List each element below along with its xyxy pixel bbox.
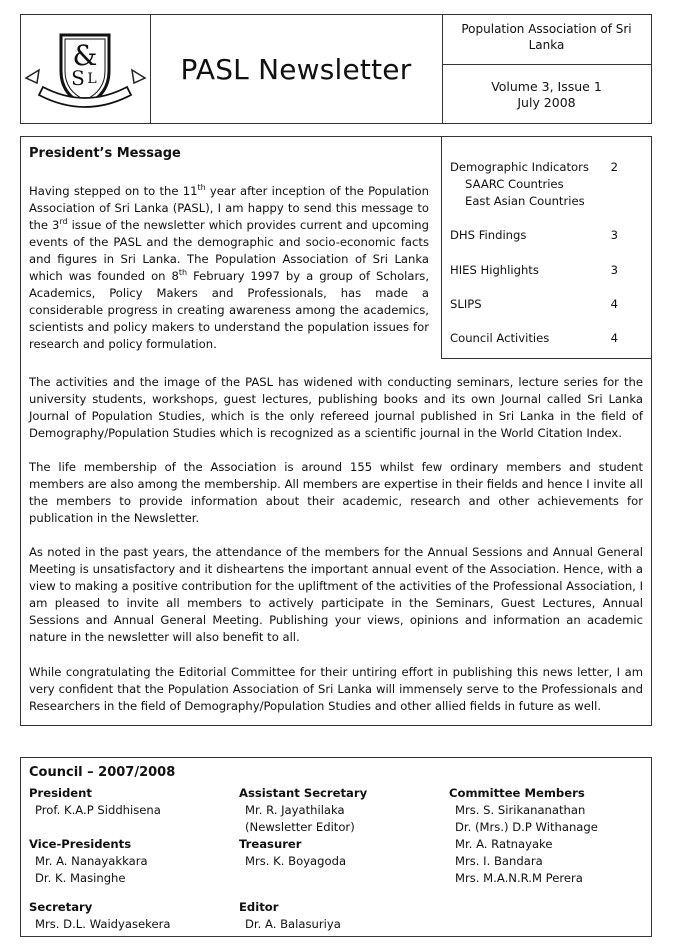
issue-volume: Volume 3, Issue 1 — [491, 79, 602, 94]
member-name: Prof. K.A.P Siddhisena — [35, 803, 161, 817]
body-paragraph: The life membership of the Association is around 155 whilst few ordinary members and student members are also among the membership. All members are expertise in their fields and hence I invite all the members to provide information about their academic, research and other achievements for publication in the Newsletter. — [29, 460, 643, 525]
role-editor: Editor — [239, 900, 279, 914]
member-name: Mr. A. Ratnayake — [455, 837, 553, 851]
svg-text:L: L — [87, 71, 97, 87]
role-secretary: Secretary — [29, 900, 93, 914]
member-name: Mrs. S. Sirikananathan — [455, 803, 586, 817]
member-name: Dr. A. Balasuriya — [245, 917, 341, 931]
toc-page: 4 — [610, 297, 618, 311]
crest-logo-icon — [21, 15, 150, 123]
toc-item[interactable] — [450, 262, 640, 279]
member-name: Dr. (Mrs.) D.P Withanage — [455, 820, 598, 834]
toc-page: 4 — [610, 331, 618, 345]
toc-label: Council Activities — [450, 331, 550, 345]
org-name-cell — [442, 15, 651, 65]
toc-item[interactable] — [450, 159, 640, 176]
logo-cell — [21, 15, 151, 123]
toc-label: East Asian Countries — [465, 194, 585, 208]
member-name: Dr. K. Masinghe — [35, 871, 126, 885]
toc-label: SLIPS — [450, 297, 482, 311]
org-name: Population Association of Sri Lanka — [461, 22, 632, 52]
svg-text:&: & — [72, 39, 98, 72]
toc-label: HIES Highlights — [450, 263, 539, 277]
issue-date: July 2008 — [517, 95, 576, 110]
svg-text:S: S — [71, 66, 85, 90]
toc-item[interactable] — [450, 227, 640, 244]
presidents-message-section — [20, 136, 652, 726]
member-name: Mr. A. Nanayakkara — [35, 854, 148, 868]
toc-label: Demographic Indicators — [450, 160, 589, 174]
toc-item[interactable] — [450, 296, 640, 313]
member-name: Mrs. K. Boyagoda — [245, 854, 347, 868]
issue-cell — [442, 65, 651, 123]
newsletter-title: PASL Newsletter — [180, 53, 412, 86]
toc-label: SAARC Countries — [465, 177, 564, 191]
body-paragraph: While congratulating the Editorial Committee for their untiring effort in publishing this news letter, I am very confident that the Population Association of Sri Lanka will immensely serve to the Professionals and Researchers in the field of Demography/Population Studies and other allied fields in future as well. — [29, 665, 643, 713]
role-treasurer: Treasurer — [239, 837, 302, 851]
toc-page: 3 — [610, 228, 618, 242]
role-assistant-secretary: Assistant Secretary — [239, 786, 368, 800]
member-name: Mrs. D.L. Waidyasekera — [35, 917, 171, 931]
member-name: Mrs. M.A.N.R.M Perera — [455, 871, 583, 885]
table-of-contents — [441, 137, 651, 359]
role-president: President — [29, 786, 92, 800]
toc-subitem[interactable] — [450, 193, 655, 210]
council-section — [20, 757, 652, 937]
section-heading: President’s Message — [29, 146, 181, 161]
role-committee-members: Committee Members — [449, 786, 585, 800]
toc-subitem[interactable] — [450, 176, 655, 193]
toc-page: 2 — [610, 160, 618, 174]
body-paragraph: The activities and the image of the PASL has widened with conducting seminars, lecture series for the university students, workshops, guest lectures, publishing books and its own Journal called Sri Lanka Journal of Population Studies, which is the only refereed journal published in Sri Lanka in the field of Demography/Population Studies which is recognized as a scientific journal in the World Citation Index. — [29, 375, 643, 440]
intro-paragraph: Having stepped on to the 11th year after inception of the Population Association of Sri Lanka (PASL), I am happy to send this message to the 3rd issue of the newsletter which provides current and upcoming events of the PASL and the demographic and socio-economic facts and figures in Sri Lanka. The Population Association of Sri Lanka which was founded on 8th February 1997 by a group of Scholars, Academics, Policy Makers and Professionals, has made a considerable progress in creating awareness among the academics, scientists and policy makers to understand the population issues for research and policy formulation. — [29, 183, 430, 351]
title-cell — [150, 15, 443, 123]
toc-page: 3 — [610, 263, 618, 277]
role-vice-presidents: Vice-Presidents — [29, 837, 132, 851]
toc-item[interactable] — [450, 330, 640, 347]
council-heading: Council – 2007/2008 — [29, 765, 176, 780]
masthead — [20, 14, 652, 124]
member-name: Mrs. I. Bandara — [455, 854, 543, 868]
body-paragraph: As noted in the past years, the attendance of the members for the Annual Sessions and Annual General Meeting is unsatisfactory and it disheartens the important annual event of the Association. Hence, with a view to making a positive contribution for the upliftment of the activities of the Professional Association, I am pleased to invite all members to actively participate in the Seminars, Guest Lectures, Annual Sessions and Annual General Meeting. Publishing your views, opinions and information an academic nature in the newsletter will also benefit to all. — [29, 545, 643, 644]
member-note: (Newsletter Editor) — [245, 820, 355, 834]
member-name: Mr. R. Jayathilaka — [245, 803, 345, 817]
toc-label: DHS Findings — [450, 228, 527, 242]
